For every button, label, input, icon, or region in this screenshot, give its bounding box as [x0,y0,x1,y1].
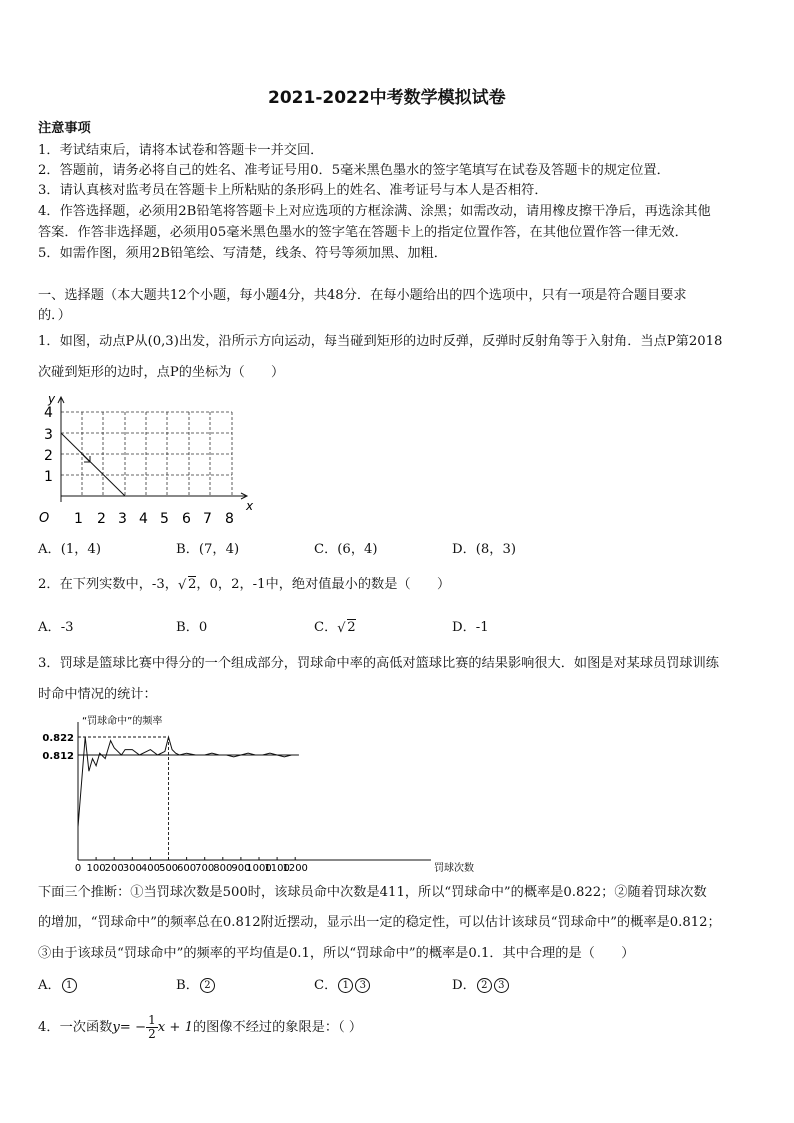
sqrt-2 [178,576,196,594]
q1-axes [58,397,247,502]
q1-y-tick-3: 3 [44,427,53,443]
notice-item-4: 4．作答选择题，必须用2B铅笔将答题卡上对应选项的方框涂满、涂黑；如需改动，请用橡皮擦干净后，再选涂其他 [38,204,711,219]
q4-stem-pre: 4．一次函数 [38,1020,113,1035]
q1-x-tick-1: 1 [74,511,83,527]
q2-option-d: D．-1 [452,620,489,635]
q3-option-a [38,977,78,995]
q4-fraction [146,1014,158,1041]
frequency-series-line [78,737,299,827]
x-tick-label: 300 [122,863,142,874]
circled-number-2: 2 [200,978,215,993]
chart-marks [42,733,308,874]
q1-x-tick-6: 6 [182,511,191,527]
q1-x-label: x [246,499,254,513]
q1-x-tick-5: 5 [160,511,169,527]
q1-path [61,433,125,496]
q1-y-tick-4: 4 [44,405,53,421]
x-tick-label: 0 [74,863,82,874]
q4-eq-equals: = − [119,1020,147,1035]
notice-item-2: 2．答题前，请务必将自己的姓名、准考证号用0．5毫米黑色墨水的签字笔填写在试卷及答题卡的规定位置． [38,163,670,178]
q2-option-c [314,619,356,637]
q2-option-c-letter: C． [314,620,338,635]
q1-x-tick-8: 8 [225,511,234,527]
x-tick-label: 500 [158,863,179,874]
section-heading: 一、选择题（本大题共12个小题，每小题4分，共48分．在每小题给出的四个选项中，只有一项是符合题目要求 [38,288,687,303]
q1-graph [36,392,258,528]
q3-option-d-letter: D． [452,978,476,993]
notice-item-5: 5．如需作图，须用2B铅笔绘、写清楚，线条、符号等须加黑、加粗． [38,246,447,261]
y-tick-label: 0.812 [42,751,74,762]
q1-x-tick-2: 2 [97,511,106,527]
q1-option-b: B．(7，4) [176,542,240,557]
notice-item-3: 3．请认真核对监考员在答题卡上所粘贴的条形码上的姓名、准考证号与本人是否相符． [38,183,548,198]
q2-option-c-sqrt [337,619,355,637]
q1-direction-arrow [82,454,90,462]
circled-number-3: 3 [494,978,509,993]
x-tick-label: 100 [86,863,106,874]
q3-option-d [452,977,510,995]
q3-option-b [176,977,216,995]
q3-option-a-letter: A． [38,978,61,993]
section-heading-cont: 的．） [38,308,71,323]
x-tick-label: 700 [195,863,215,874]
q2-stem-post: ，0，2，-1中，绝对值最小的数是（ ） [196,577,451,592]
notice-heading: 注意事项 [38,121,91,136]
q4-eq-y: y [112,1020,120,1035]
q3-stem: 3．罚球是篮球比赛中得分的一个组成部分，罚球命中率的高低对篮球比赛的结果影响很大．如图是对某球员罚球训练 [38,656,719,671]
circled-number-2: 2 [477,978,492,993]
q1-x-tick-4: 4 [139,511,148,527]
q4-stem-post: 的图像不经过的象限是：（ ） [192,1020,363,1035]
x-tick-label: 200 [104,863,124,874]
q1-x-tick-7: 7 [203,511,212,527]
q3-para-2: 的增加，“罚球命中”的频率总在0.812附近摆动，显示出一定的稳定性，可以估计该球员“罚球命中”的概率是0.812； [38,915,721,930]
circled-number-3: 3 [355,978,370,993]
q1-stem-cont: 次碰到矩形的边时，点P的坐标为（ ） [38,365,285,380]
q2-stem [38,576,450,594]
q4-frac-num: 1 [148,1013,156,1027]
q1-option-a: A．(1，4) [38,542,101,557]
chart-x-label: 罚球次数 [434,863,474,874]
q1-y-label: y [48,392,56,406]
x-tick-label: 1000 [246,863,272,874]
notice-item-1: 1．考试结束后，请将本试卷和答题卡一并交回． [38,143,324,158]
q1-y-tick-1: 1 [44,469,53,485]
radical-sign-icon: √ [177,578,187,593]
q1-option-c: C．(6，4) [314,542,378,557]
x-tick-label: 1100 [264,863,290,874]
q1-origin-label: O [39,511,50,526]
q3-stem-cont: 时命中情况的统计： [38,687,157,702]
q1-y-tick-2: 2 [44,448,53,464]
x-tick-label: 1200 [282,863,308,874]
q3-option-c [314,977,371,995]
page-title: 2021-2022中考数学模拟试卷 [268,88,506,108]
q3-para-1: 下面三个推断：①当罚球次数是500时，该球员命中次数是411，所以“罚球命中”的概率是0.822；②随着罚球次数 [38,885,707,900]
q4-stem [38,1014,362,1041]
q2-stem-pre: 2．在下列实数中，-3， [38,577,178,592]
q2-option-a: A．-3 [38,620,74,635]
q3-option-c-letter: C． [314,978,338,993]
q1-grid [61,412,232,496]
notice-item-4-cont: 答案．作答非选择题，必须用05毫米黑色墨水的签字笔在答题卡上的指定位置作答，在其他位置作答一律无效． [38,225,688,240]
q1-x-tick-3: 3 [118,511,127,527]
x-tick-label: 600 [177,863,197,874]
q4-frac-den: 2 [148,1027,156,1041]
q2-option-c-radicand: 2 [347,620,356,635]
x-tick-label: 900 [231,863,251,874]
q3-chart [36,710,496,878]
x-tick-label: 800 [213,863,233,874]
q3-option-b-letter: B． [176,978,199,993]
q4-eq-rest: x + 1 [157,1020,193,1035]
q3-para-3: ③由于该球员“罚球命中”的频率的平均值是0.1，所以“罚球命中”的概率是0.1．其中合理的是（ ） [38,946,635,961]
circled-number-1: 1 [338,978,353,993]
q1-option-d: D．(8，3) [452,542,517,557]
y-tick-label: 0.822 [42,733,74,744]
q2-radicand: 2 [187,577,197,592]
x-tick-label: 400 [140,863,160,874]
chart-title: “罚球命中”的频率 [82,716,163,727]
q2-option-b: B．0 [176,620,208,635]
q1-stem: 1．如图，动点P从(0,3)出发，沿所示方向运动，每当碰到矩形的边时反弹，反弹时反射角等于入射角．当点P第2018 [38,334,723,349]
radical-sign-icon: √ [337,621,346,636]
circled-number-1: 1 [62,978,77,993]
